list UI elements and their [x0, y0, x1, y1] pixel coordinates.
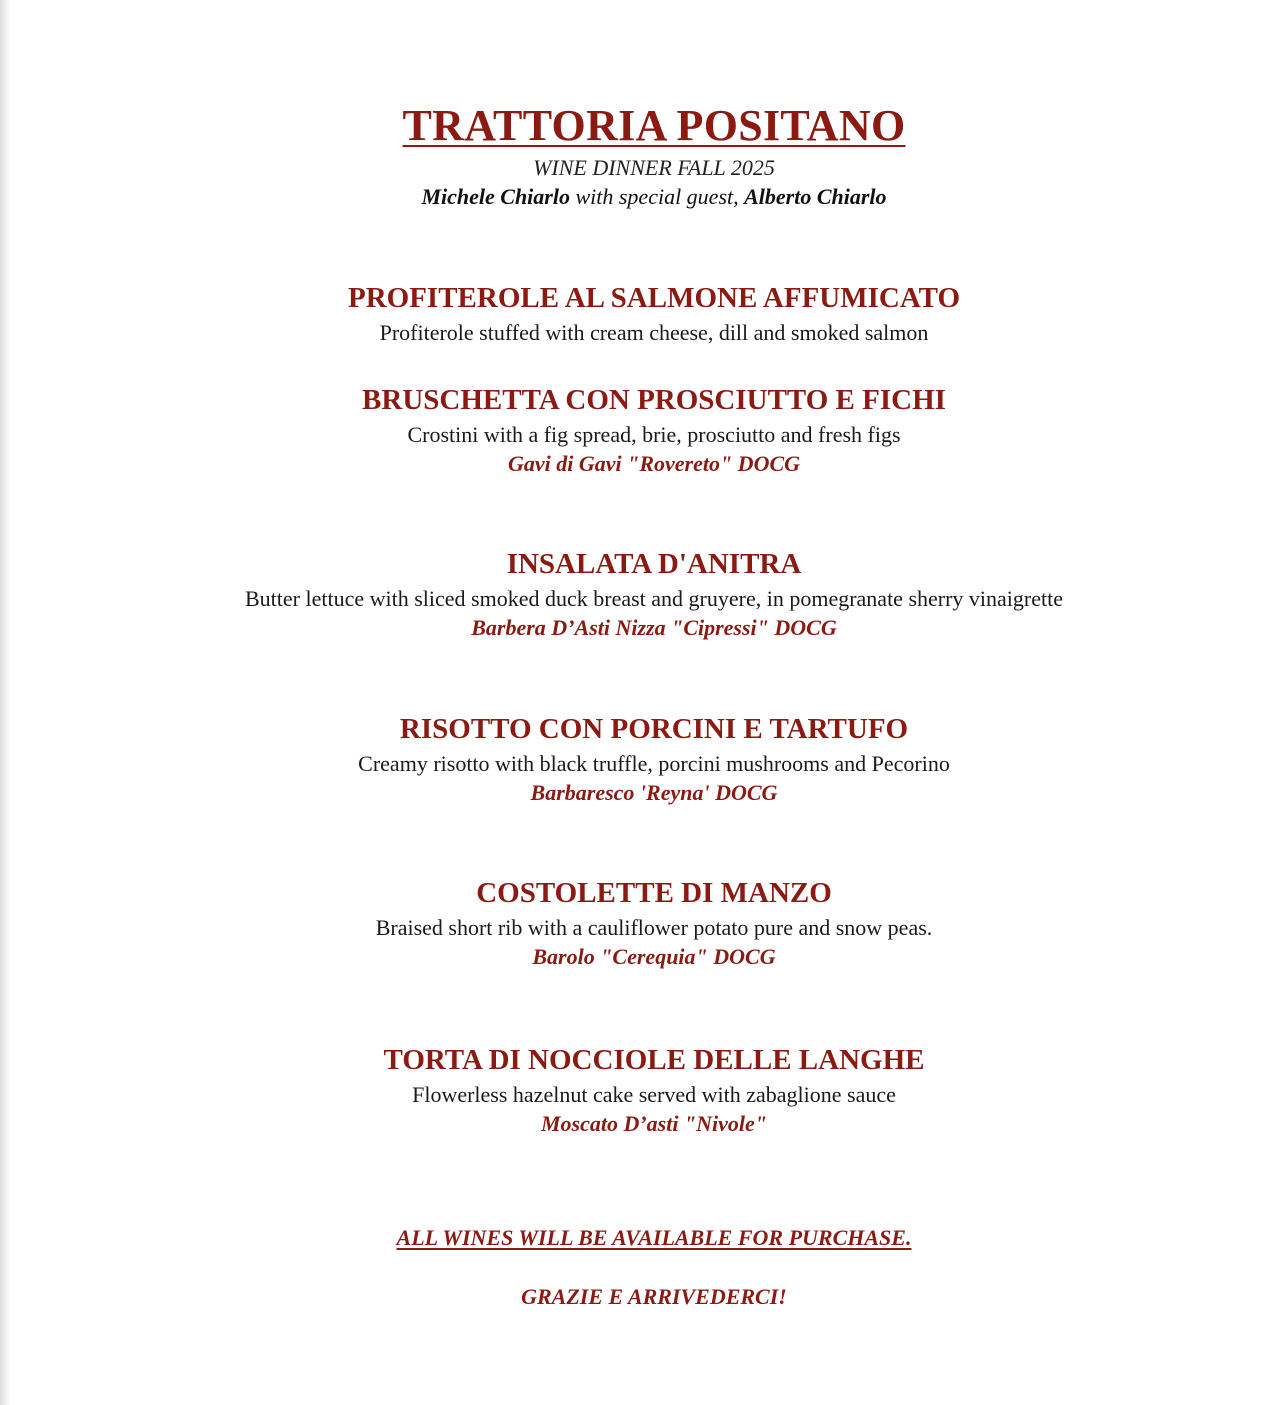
course-name: INSALATA D'ANITRA [506, 548, 802, 580]
menu-page [9, 0, 1281, 1405]
course-name: RISOTTO CON PORCINI E TARTUFO [399, 713, 909, 745]
course-description: Butter lettuce with sliced smoked duck breast and gruyere, in pomegranate sherry vinaigrette [245, 586, 1063, 611]
restaurant-title: TRATTORIA POSITANO [402, 101, 906, 150]
wine-pairing: Barbaresco 'Reyna' DOCG [530, 780, 778, 805]
course-description: Flowerless hazelnut cake served with zabaglione sauce [412, 1082, 896, 1107]
event-subtitle: WINE DINNER FALL 2025 [533, 155, 775, 180]
course-description: Crostini with a fig spread, brie, prosciutto and fresh figs [407, 422, 901, 447]
wine-pairing: Gavi di Gavi "Rovereto" DOCG [507, 451, 801, 476]
course-name: TORTA DI NOCCIOLE DELLE LANGHE [383, 1044, 925, 1076]
course-name: PROFITEROLE AL SALMONE AFFUMICATO [347, 282, 961, 314]
hosts-line [9, 184, 1281, 210]
page-shadow-edge [0, 0, 9, 1405]
wine-pairing: Moscato D’asti "Nivole" [540, 1111, 768, 1136]
host-guest: Alberto Chiarlo [744, 184, 887, 209]
course-description: Creamy risotto with black truffle, porcini mushrooms and Pecorino [358, 751, 950, 776]
course-name: COSTOLETTE DI MANZO [476, 877, 832, 909]
host-primary: Michele Chiarlo [421, 184, 570, 209]
farewell-text: GRAZIE E ARRIVEDERCI! [521, 1284, 787, 1309]
course-name: BRUSCHETTA CON PROSCIUTTO E FICHI [362, 384, 946, 416]
host-connector: with special guest, [575, 184, 739, 209]
course-description: Braised short rib with a cauliflower potato pure and snow peas. [375, 915, 933, 940]
course-description: Profiterole stuffed with cream cheese, dill and smoked salmon [379, 320, 929, 345]
purchase-note: ALL WINES WILL BE AVAILABLE FOR PURCHASE. [396, 1225, 912, 1250]
wine-pairing: Barbera D’Asti Nizza "Cipressi" DOCG [471, 615, 837, 640]
wine-pairing: Barolo "Cerequia" DOCG [532, 944, 776, 969]
